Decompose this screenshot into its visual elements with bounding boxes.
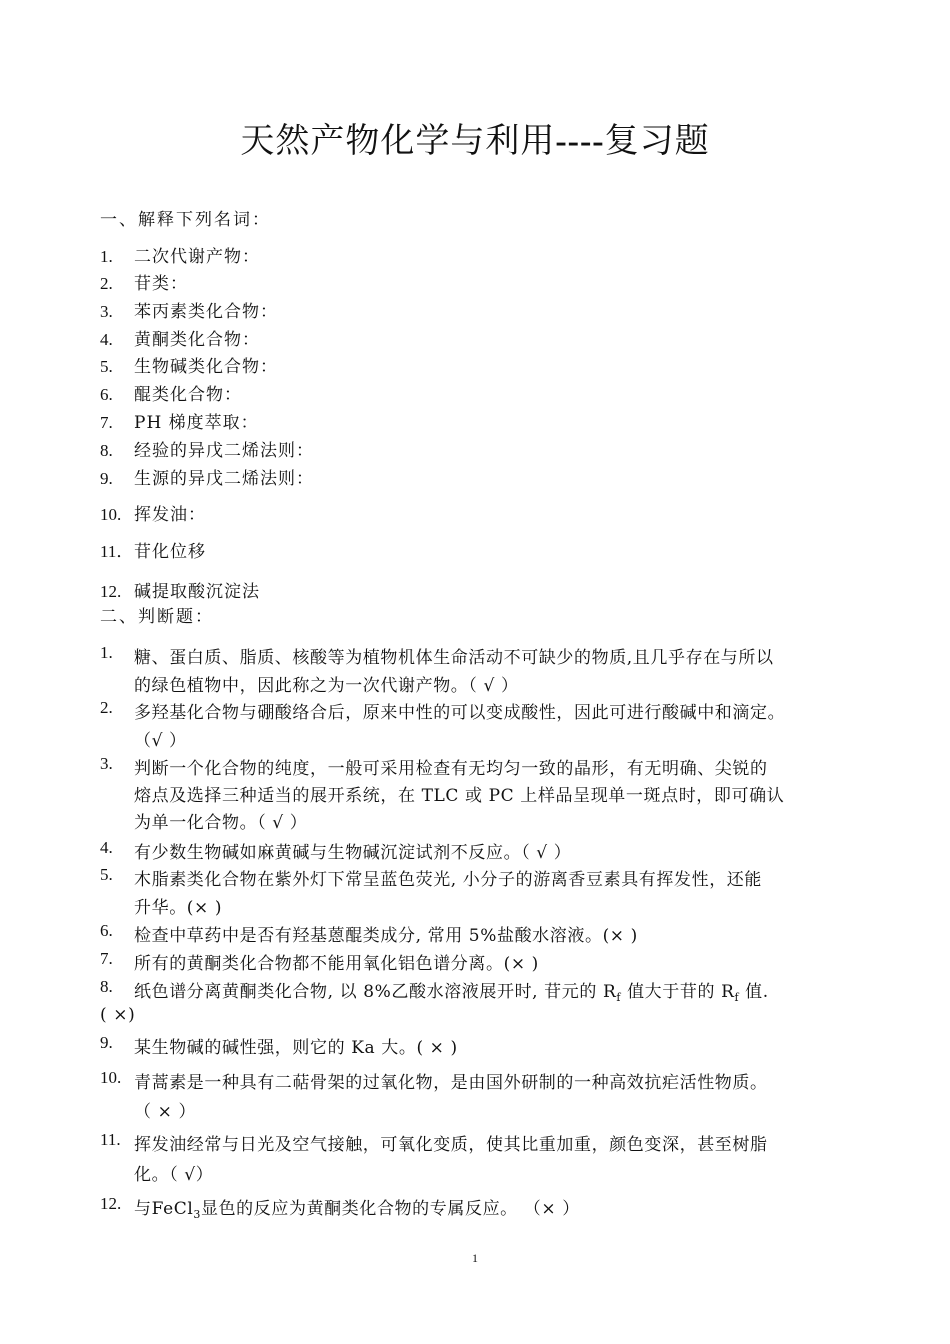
question-number: 1. [100, 643, 113, 662]
term-text: 黄酮类化合物： [134, 330, 260, 350]
question-line: （ × ） [134, 1102, 197, 1122]
term-item [100, 325, 260, 350]
question-number: 3. [100, 754, 113, 773]
question-line: 有少数生物碱如麻黄碱与生物碱沉淀试剂不反应。（ √ ） [134, 843, 572, 863]
question-item [100, 1194, 852, 1222]
question-number: 2. [100, 698, 113, 717]
section-heading-definitions: 一、解释下列名词： [100, 210, 271, 230]
question-line: 检查中草药中是否有羟基蒽醌类成分, 常用 5%盐酸水溶液。(× ) [134, 926, 638, 946]
question-line: （√ ） [134, 731, 187, 751]
question-line: 升华。(× ) [134, 898, 223, 918]
question-item [100, 754, 852, 835]
question-number: 5. [100, 865, 113, 884]
chem-subscript: 3 [193, 1208, 201, 1221]
term-item [100, 500, 206, 525]
term-text: 苯丙素类化合物： [134, 302, 278, 322]
term-item [100, 464, 314, 489]
document-title [0, 113, 950, 162]
question-line: 挥发油经常与日光及空气接触，可氧化变质，使其比重加重，颜色变深，甚至树脂 [134, 1135, 768, 1155]
question-number: 10. [100, 1068, 122, 1087]
term-number: 8. [100, 441, 113, 460]
question-line: 判断一个化合物的纯度，一般可采用检查有无均匀一致的晶形，有无明确、尖锐的 [134, 759, 768, 779]
term-number: 11． [100, 542, 134, 561]
term-number: 1. [100, 247, 113, 266]
question-line: 为单一化合物。（ √ ） [134, 813, 308, 833]
term-text: 生源的异戊二烯法则： [134, 469, 314, 489]
term-item [100, 408, 259, 433]
title-suffix: 复习题 [604, 121, 710, 161]
term-item [100, 269, 188, 294]
title-text: 天然产物化学与利用 [240, 121, 556, 161]
question-number: 8. [100, 977, 113, 996]
term-text: 经验的异戊二烯法则： [134, 441, 314, 461]
question-line: 熔点及选择三种适当的展开系统，在 TLC 或 PC 上样品呈现单一斑点时，即可确认 [134, 786, 785, 806]
term-text: 苷化位移 [134, 542, 206, 562]
term-item [100, 297, 278, 322]
term-number: 5. [100, 357, 113, 376]
term-item [100, 577, 260, 602]
term-number: 2. [100, 274, 113, 293]
term-text: 醌类化合物： [134, 385, 242, 405]
term-item [100, 436, 314, 461]
term-number: 12. [100, 582, 122, 601]
question-line [100, 1194, 852, 1222]
question-item [100, 698, 852, 754]
question-item [100, 643, 852, 699]
question-text: 值大于苷的 R [621, 982, 735, 1002]
question-line: 青蒿素是一种具有二萜骨架的过氧化物，是由国外研制的一种高效抗疟活性物质。 [134, 1073, 768, 1093]
term-item [100, 352, 278, 377]
question-number: 11. [100, 1130, 121, 1149]
term-number: 10. [100, 505, 122, 524]
question-line: 某生物碱的碱性强，则它的 Ka 大。( × ) [134, 1038, 458, 1058]
question-line: 化。（ √） [134, 1165, 214, 1185]
term-text: 苷类： [134, 274, 188, 294]
term-number: 7. [100, 413, 113, 432]
question-item [100, 1068, 852, 1126]
question-number: 9. [100, 1033, 113, 1052]
question-item [100, 1130, 852, 1190]
rf-subscript: f [734, 991, 740, 1004]
term-number: 3. [100, 302, 113, 321]
question-line: ( ×) [100, 1005, 136, 1025]
term-item [100, 537, 206, 562]
question-text: 值. [739, 982, 769, 1002]
question-line: 所有的黄酮类化合物都不能用氧化铝色谱分离。(× ) [134, 954, 539, 974]
question-line [100, 977, 852, 1005]
question-text: 显色的反应为黄酮类化合物的专属反应。 （× ） [200, 1199, 580, 1219]
question-text: 与FeCl [134, 1199, 194, 1219]
term-text: 生物碱类化合物： [134, 357, 278, 377]
term-number: 4. [100, 330, 113, 349]
question-line: 多羟基化合物与硼酸络合后，原来中性的可以变成酸性，因此可进行酸碱中和滴定。 [134, 703, 786, 723]
term-text: PH 梯度萃取： [134, 413, 259, 433]
term-item [100, 242, 260, 267]
question-number: 12. [100, 1194, 122, 1213]
title-dashes: ---- [555, 123, 605, 160]
question-number: 4. [100, 838, 113, 857]
term-text: 挥发油： [134, 505, 206, 525]
question-number: 6. [100, 921, 113, 940]
page-number: 1 [472, 1251, 478, 1265]
term-item [100, 380, 242, 405]
question-line: 糖、蛋白质、脂质、核酸等为植物机体生命活动不可缺少的物质,且几乎存在与所以 [134, 648, 774, 668]
question-item [100, 838, 852, 866]
question-text: 纸色谱分离黄酮类化合物, 以 8%乙酸水溶液展开时, 苷元的 R [134, 982, 617, 1002]
section-heading-true-false: 二、判断题： [100, 607, 214, 627]
question-item [100, 1033, 852, 1061]
term-number: 9. [100, 469, 113, 488]
question-line: 的绿色植物中，因此称之为一次代谢产物。（ √ ） [134, 676, 519, 696]
question-item [100, 949, 852, 977]
question-item [100, 921, 852, 949]
term-text: 碱提取酸沉淀法 [134, 582, 260, 602]
question-item [100, 977, 852, 1033]
question-line: 木脂素类化合物在紫外灯下常呈蓝色荧光, 小分子的游离香豆素具有挥发性，还能 [134, 870, 763, 890]
question-item [100, 865, 852, 921]
term-text: 二次代谢产物： [134, 247, 260, 267]
question-number: 7. [100, 949, 113, 968]
term-number: 6. [100, 385, 113, 404]
rf-subscript: f [616, 991, 622, 1004]
